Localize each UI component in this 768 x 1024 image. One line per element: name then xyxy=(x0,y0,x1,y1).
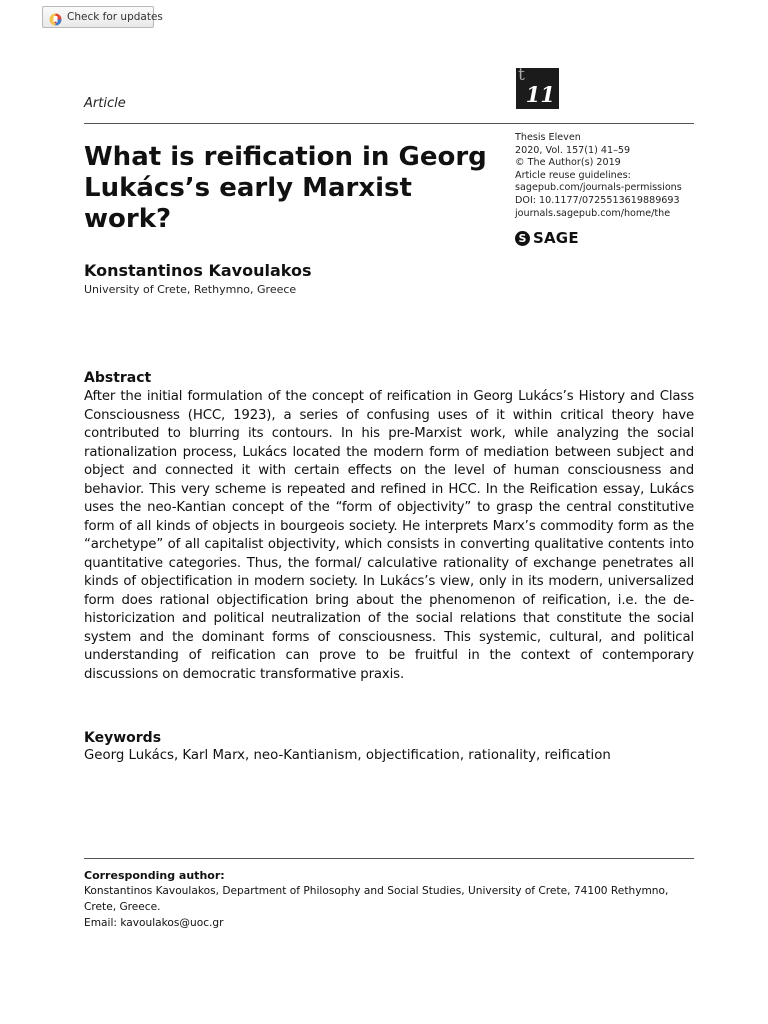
doi-link[interactable]: DOI: 10.1177/0725513619889693 xyxy=(515,194,680,206)
author-name: Konstantinos Kavoulakos xyxy=(84,261,312,280)
article-title: What is reification in Georg Lukács’s early Marxist work? xyxy=(84,142,487,234)
journal-name: Thesis Eleven xyxy=(515,132,581,143)
check-for-updates-label: Check for updates xyxy=(67,11,163,23)
header-divider xyxy=(84,123,694,124)
check-for-updates-button[interactable] xyxy=(42,6,163,28)
article-type-label: Article xyxy=(84,96,126,111)
sage-wordmark: SAGE xyxy=(533,229,579,247)
copyright-notice: © The Author(s) 2019 xyxy=(515,157,621,169)
permissions-link[interactable]: sagepub.com/journals-permissions xyxy=(515,182,682,194)
corresponding-author-email[interactable]: Email: kavoulakos@uoc.gr xyxy=(84,917,224,929)
keywords-heading: Keywords xyxy=(84,730,162,746)
crossmark-icon xyxy=(49,11,62,24)
publisher-logo xyxy=(515,229,579,247)
author-affiliation: University of Crete, Rethymno, Greece xyxy=(84,283,297,296)
journal-logo-letter: t xyxy=(518,65,525,85)
journal-home-link[interactable]: journals.sagepub.com/home/the xyxy=(515,207,671,219)
sage-mark-icon: S xyxy=(515,231,530,246)
abstract-heading: Abstract xyxy=(84,370,152,386)
abstract-text: After the initial formulation of the concept of reification in Georg Lukács’s History and Class Consciousness (HCC, 1923), a series of confusing uses of it within critical theory have contributed to blurring its contours. In his pre-Marxist work, while analyzing the social rationalization process, Lukács located the modern form of mediation between subject and object and connected it with certain effects on the level of human consciousness and behavior. This very scheme is repeated and refined in HCC. In the Reification essay, Lukács uses the neo-Kantian concept of the “form of objectivity” to grasp the central constitutive form of all kinds of objects in bourgeois society. He interprets Marx’s commodity form as the “archetype” of all capitalist objectivity, which consists in converting qualitative contents into quantitative categories. Thus, the formal/ calculative rationality of exchange penetrates all kinds of objectification in modern society. In Lukács’s view, only in its modern, universalized form does rational objectification bring about the phenomenon of reification, i.e. the de-historicization and political neutralization of the social relations that constitute the social system and the dominant forms of consciousness. This systemic, cultural, and political understanding of reification can prove to be fruitful in the context of contemporary discussions on democratic transformative praxis. xyxy=(84,389,694,682)
corresponding-author-heading: Corresponding author: xyxy=(84,869,225,882)
corresponding-author-details xyxy=(84,883,696,931)
journal-logo-number: 11 xyxy=(525,82,555,107)
footnote-divider xyxy=(84,858,694,859)
journal-metadata xyxy=(515,132,715,220)
journal-volume: 2020, Vol. 157(1) 41–59 xyxy=(515,144,631,156)
keywords-list: Georg Lukács, Karl Marx, neo-Kantianism, objectification, rationality, reification xyxy=(84,748,611,763)
journal-logo xyxy=(516,65,559,109)
reuse-guidelines-label: Article reuse guidelines: xyxy=(515,169,631,181)
corresponding-author-address: Konstantinos Kavoulakos, Department of Philosophy and Social Studies, University of Crete, 74100 Rethymno, Crete, Greece. xyxy=(84,885,669,913)
